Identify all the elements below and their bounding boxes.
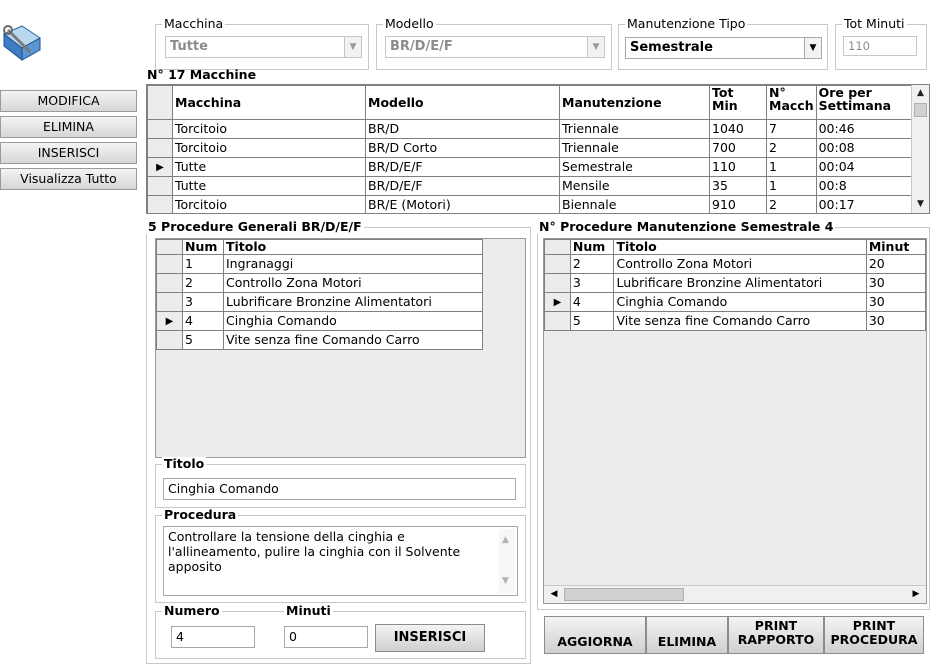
table-row[interactable] bbox=[148, 196, 913, 215]
col-header-tot-min[interactable] bbox=[710, 86, 767, 120]
cell-tot-min: 910 bbox=[710, 196, 767, 215]
cell-num: 1 bbox=[183, 255, 224, 274]
tot-minuti-field[interactable]: 110 bbox=[843, 36, 917, 56]
cell-tot-min: 700 bbox=[710, 139, 767, 158]
cell-num: 2 bbox=[570, 255, 614, 274]
table-row[interactable] bbox=[157, 274, 483, 293]
col-header-macchina[interactable]: Macchina bbox=[173, 86, 366, 120]
col-header-modello[interactable]: Modello bbox=[366, 86, 560, 120]
numero-field[interactable]: 4 bbox=[171, 626, 255, 648]
procedura-label: Procedura bbox=[164, 507, 237, 522]
row-selector[interactable] bbox=[157, 331, 183, 350]
col-header-n-macchine[interactable] bbox=[767, 86, 817, 120]
scroll-up-arrow-icon[interactable]: ▲ bbox=[917, 88, 924, 98]
row-selector[interactable] bbox=[148, 196, 173, 215]
cell-num: 5 bbox=[183, 331, 224, 350]
manutenzione-tipo-select[interactable] bbox=[625, 37, 822, 59]
col-header-num[interactable]: Num bbox=[570, 240, 614, 255]
cell-minuti: 30 bbox=[866, 293, 925, 312]
cell-macchina: Tutte bbox=[173, 158, 366, 177]
col-header-ore-line1: Ore per bbox=[818, 85, 872, 100]
modello-label: Modello bbox=[385, 16, 434, 31]
scroll-thumb[interactable] bbox=[914, 103, 927, 117]
row-selector[interactable] bbox=[148, 139, 173, 158]
procedura-textarea[interactable] bbox=[163, 526, 518, 596]
tot-minuti-label: Tot Minuti bbox=[844, 16, 905, 31]
cell-n-macchine: 7 bbox=[767, 120, 817, 139]
scroll-right-arrow-icon[interactable]: ▶ bbox=[912, 589, 920, 599]
row-pointer-icon: ▶ bbox=[553, 297, 562, 308]
machines-grid[interactable] bbox=[146, 84, 930, 214]
table-row[interactable] bbox=[148, 120, 913, 139]
col-header-titolo[interactable]: Titolo bbox=[614, 240, 866, 255]
visualizza-tutto-button[interactable]: Visualizza Tutto bbox=[0, 168, 137, 190]
inserisci-button[interactable]: INSERISCI bbox=[0, 142, 137, 164]
cell-macchina: Tutte bbox=[173, 177, 366, 196]
table-row[interactable] bbox=[148, 139, 913, 158]
print-rapporto-line2: RAPPORTO bbox=[737, 632, 815, 647]
cell-ore-settimana: 00:8 bbox=[816, 177, 912, 196]
row-selector[interactable] bbox=[545, 293, 571, 312]
modifica-button[interactable]: MODIFICA bbox=[0, 90, 137, 112]
print-procedura-line1: PRINT bbox=[852, 618, 896, 633]
row-pointer-icon: ▶ bbox=[156, 162, 164, 173]
col-header-titolo[interactable]: Titolo bbox=[224, 240, 483, 255]
cell-manutenzione: Mensile bbox=[560, 177, 710, 196]
cell-macchina: Torcitoio bbox=[173, 120, 366, 139]
manutenzione-tipo-value: Semestrale bbox=[630, 40, 713, 55]
cell-num: 4 bbox=[183, 312, 224, 331]
row-selector[interactable] bbox=[157, 293, 183, 312]
row-selector-header bbox=[545, 240, 571, 255]
row-selector-header bbox=[148, 86, 173, 120]
cell-manutenzione: Triennale bbox=[560, 120, 710, 139]
table-row-selected[interactable] bbox=[545, 293, 926, 312]
macchina-value: Tutte bbox=[170, 39, 208, 54]
cell-macchina: Torcitoio bbox=[173, 196, 366, 215]
cell-titolo: Ingranaggi bbox=[224, 255, 483, 274]
col-header-manutenzione[interactable]: Manutenzione bbox=[560, 86, 710, 120]
col-header-nmac-line1: N° bbox=[769, 85, 786, 100]
cell-titolo: Cinghia Comando bbox=[614, 293, 866, 312]
table-row-selected[interactable] bbox=[157, 312, 483, 331]
macchina-label: Macchina bbox=[164, 16, 224, 31]
scroll-down-arrow-icon[interactable]: ▼ bbox=[917, 199, 924, 209]
cell-tot-min: 1040 bbox=[710, 120, 767, 139]
cell-titolo: Lubrificare Bronzine Alimentatori bbox=[224, 293, 483, 312]
table-row[interactable] bbox=[545, 312, 926, 331]
scroll-down-arrow-icon[interactable]: ▼ bbox=[502, 576, 509, 586]
cell-manutenzione: Semestrale bbox=[560, 158, 710, 177]
print-rapporto-line1: PRINT bbox=[754, 618, 798, 633]
table-row-selected[interactable] bbox=[148, 158, 913, 177]
machines-count-label: N° 17 Macchine bbox=[147, 67, 257, 82]
chevron-down-icon[interactable]: ▼ bbox=[587, 37, 604, 57]
cell-titolo: Vite senza fine Comando Carro bbox=[224, 331, 483, 350]
cell-n-macchine: 1 bbox=[767, 158, 817, 177]
inserisci-procedura-button[interactable]: INSERISCI bbox=[375, 624, 485, 652]
table-row[interactable] bbox=[148, 177, 913, 196]
print-procedura-button[interactable] bbox=[824, 616, 924, 654]
cell-ore-settimana: 00:08 bbox=[816, 139, 912, 158]
procedura-scrollbar[interactable] bbox=[499, 529, 515, 593]
row-pointer-icon: ▶ bbox=[165, 316, 174, 327]
minuti-label: Minuti bbox=[286, 603, 331, 618]
table-row[interactable] bbox=[545, 274, 926, 293]
numero-label: Numero bbox=[164, 603, 220, 618]
procedure-generali-grid[interactable] bbox=[155, 238, 526, 458]
print-rapporto-button[interactable] bbox=[728, 616, 824, 654]
cell-n-macchine: 2 bbox=[767, 139, 817, 158]
macchina-select[interactable] bbox=[165, 36, 362, 58]
procedure-manutenzione-grid[interactable] bbox=[543, 238, 927, 604]
row-selector[interactable] bbox=[148, 158, 173, 177]
row-selector[interactable] bbox=[148, 120, 173, 139]
print-procedura-line2: PROCEDURA bbox=[830, 632, 918, 647]
table-row[interactable] bbox=[545, 255, 926, 274]
cell-minuti: 20 bbox=[866, 255, 925, 274]
manutenzione-tipo-label: Manutenzione Tipo bbox=[627, 16, 746, 31]
cell-n-macchine: 2 bbox=[767, 196, 817, 215]
modello-select[interactable] bbox=[385, 36, 605, 58]
cell-ore-settimana: 00:04 bbox=[816, 158, 912, 177]
procedure-manutenzione-horizontal-scrollbar[interactable] bbox=[544, 585, 926, 603]
cell-tot-min: 35 bbox=[710, 177, 767, 196]
minuti-field[interactable]: 0 bbox=[284, 626, 368, 648]
row-selector[interactable] bbox=[545, 255, 571, 274]
table-row[interactable] bbox=[157, 255, 483, 274]
row-selector[interactable] bbox=[157, 255, 183, 274]
table-row[interactable] bbox=[157, 331, 483, 350]
cell-titolo: Controllo Zona Motori bbox=[224, 274, 483, 293]
cell-minuti: 30 bbox=[866, 274, 925, 293]
row-selector[interactable] bbox=[545, 274, 571, 293]
row-selector[interactable] bbox=[148, 177, 173, 196]
cell-minuti: 30 bbox=[866, 312, 925, 331]
cell-macchina: Torcitoio bbox=[173, 139, 366, 158]
cell-num: 3 bbox=[570, 274, 614, 293]
machines-vertical-scrollbar[interactable] bbox=[911, 85, 929, 213]
col-header-ore-settimana[interactable] bbox=[816, 86, 912, 120]
col-header-num[interactable]: Num bbox=[183, 240, 224, 255]
elimina-procedura-button[interactable]: ELIMINA bbox=[646, 616, 728, 654]
cell-modello: BR/D bbox=[366, 120, 560, 139]
cell-num: 5 bbox=[570, 312, 614, 331]
app-logo-icon bbox=[0, 16, 44, 64]
aggiorna-button[interactable]: AGGIORNA bbox=[544, 616, 646, 654]
cell-manutenzione: Biennale bbox=[560, 196, 710, 215]
modello-value: BR/D/E/F bbox=[390, 39, 453, 54]
scroll-left-arrow-icon[interactable]: ◀ bbox=[550, 589, 558, 599]
titolo-label: Titolo bbox=[164, 456, 205, 471]
row-selector[interactable] bbox=[157, 274, 183, 293]
row-selector-header bbox=[157, 240, 183, 255]
col-header-minuti[interactable]: Minut bbox=[866, 240, 925, 255]
cell-ore-settimana: 00:46 bbox=[816, 120, 912, 139]
chevron-down-icon[interactable]: ▼ bbox=[344, 37, 361, 57]
cell-titolo: Vite senza fine Comando Carro bbox=[614, 312, 866, 331]
row-selector[interactable] bbox=[157, 312, 183, 331]
cell-n-macchine: 1 bbox=[767, 177, 817, 196]
cell-titolo: Cinghia Comando bbox=[224, 312, 483, 331]
cell-num: 2 bbox=[183, 274, 224, 293]
cell-manutenzione: Triennale bbox=[560, 139, 710, 158]
scroll-thumb[interactable] bbox=[564, 588, 684, 601]
scroll-up-arrow-icon[interactable]: ▲ bbox=[502, 535, 509, 545]
elimina-button[interactable]: ELIMINA bbox=[0, 116, 137, 138]
cell-tot-min: 110 bbox=[710, 158, 767, 177]
col-header-tot-line1: Tot bbox=[712, 85, 734, 100]
cell-modello: BR/D Corto bbox=[366, 139, 560, 158]
procedure-manutenzione-title: N° Procedure Manutenzione Semestrale 4 bbox=[539, 219, 834, 234]
col-header-tot-line2: Min bbox=[712, 98, 738, 113]
cell-modello: BR/E (Motori) bbox=[366, 196, 560, 215]
procedura-text: Controllare la tensione della cinghia e l'allineamento, pulire la cinghia con il Solvente apposito bbox=[168, 529, 461, 574]
cell-ore-settimana: 00:17 bbox=[816, 196, 912, 215]
row-selector[interactable] bbox=[545, 312, 571, 331]
cell-num: 3 bbox=[183, 293, 224, 312]
chevron-down-icon[interactable]: ▼ bbox=[804, 38, 821, 58]
table-row[interactable] bbox=[157, 293, 483, 312]
col-header-nmac-line2: Macch bbox=[769, 98, 814, 113]
cell-modello: BR/D/E/F bbox=[366, 158, 560, 177]
cell-modello: BR/D/E/F bbox=[366, 177, 560, 196]
procedure-generali-title: 5 Procedure Generali BR/D/E/F bbox=[148, 219, 362, 234]
cell-num: 4 bbox=[570, 293, 614, 312]
titolo-field[interactable]: Cinghia Comando bbox=[163, 478, 516, 500]
cell-titolo: Controllo Zona Motori bbox=[614, 255, 866, 274]
col-header-ore-line2: Settimana bbox=[818, 98, 892, 113]
cell-titolo: Lubrificare Bronzine Alimentatori bbox=[614, 274, 866, 293]
